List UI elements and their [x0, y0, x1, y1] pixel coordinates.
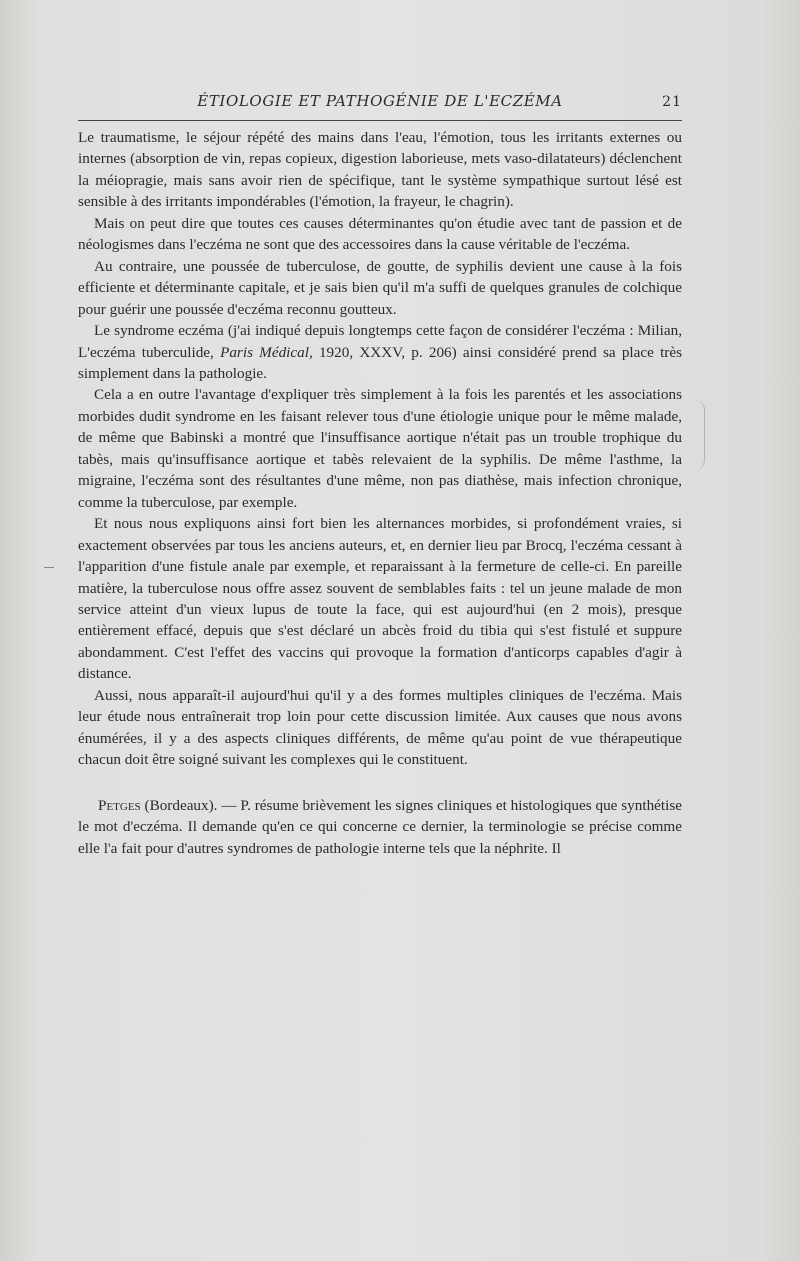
paragraph-6: Et nous nous expliquons ainsi fort bien les alternances morbides, si profondément vraies, si exactement observées par tous les anciens auteurs, et, en dernier lieu par Brocq, l'eczéma cessant à l'apparition d'une fistule anale par exemple, et reparaissant à la fermeture de celle-ci. En pareille matière, la tuberculose nous offre assez souvent de semblables faits : tel un jeune malade de mon service atteint d'un vieux lupus de toute la face, qui est aujourd'hui (en 2 mois), presque entièrement effacé, depuis que s'est déclaré un abcès froid du tibia qui s'est fistulé et suppure abondamment. C'est l'effet des vaccins qui provoque la formation d'anticorps capables d'agir à distance.: [78, 515, 682, 683]
margin-pencil-mark: [694, 400, 705, 470]
running-title: ÉTIOLOGIE ET PATHOGÉNIE DE L'ECZÉMA: [197, 92, 563, 110]
speaker-name: Petges: [98, 796, 141, 814]
page-number: 21: [662, 94, 682, 110]
running-header: [78, 92, 682, 121]
paragraph-3: Au contraire, une poussée de tuberculose, de goutte, de syphilis devient une cause à la fois efficiente et déterminante capitale, et je sais bien qu'il m'a suffi de quelques granules de colchique pour guérir une poussée d'eczéma reconnu goutteux.: [78, 257, 682, 318]
paragraph-1: Le traumatisme, le séjour répété des mains dans l'eau, l'émotion, tous les irritants externes ou internes (absorption de vin, repas copieux, digestion laborieuse, mets vaso-dilatateurs) déclenchent la méiopragie, mais sans avoir rien de spécifique, tant le système sympathique surtout lésé est sensible à des irritants impondérables (l'émotion, la frayeur, le chagrin).: [78, 129, 682, 211]
paragraph-7: Aussi, nous apparaît-il aujourd'hui qu'il y a des formes multiples cliniques de l'eczéma. Mais leur étude nous entraînerait trop loin pour cette discussion limitée. Aux causes que nous avons énumérées, il y a des aspects cliniques différents, de même qu'au point de vue thérapeutique chacun doit être soigné suivant les complexes qui le constituent.: [78, 686, 682, 769]
paragraph-4: [78, 320, 682, 384]
paragraph-4-end: 1920, XXXV, p. 206) ainsi considéré prend sa place très simplement dans la pathologie.: [78, 343, 682, 382]
paragraph-4-start: Le syndrome eczéma (j'ai indiqué depuis longtemps cette façon de considérer l'eczéma : Milian, L'eczéma tuberculide,: [78, 322, 682, 361]
paragraph-8: [78, 795, 682, 859]
margin-dash-mark: [44, 567, 54, 568]
paragraph-8-rest: (Bordeaux). — P. résume brièvement les signes cliniques et histologiques que synthétise le mot d'eczéma. Il demande qu'en ce qui concerne ce dernier, la terminologie se précise comme elle l'a fait pour d'autres syndromes de pathologie interne tels que la néphrite. Il: [78, 796, 682, 857]
journal-title: Paris Médical,: [220, 343, 313, 361]
body-text: [78, 127, 682, 859]
paragraph-2: Mais on peut dire que toutes ces causes déterminantes qu'on étudie avec tant de passion et de néologismes dans l'eczéma ne sont que des accessoires dans la cause véritable de l'eczéma.: [78, 214, 682, 254]
paragraph-5: Cela a en outre l'avantage d'expliquer très simplement à la fois les parentés et les associations morbides dudit syndrome en les faisant relever tous d'une étiologie unique pour le même malade, de même que Babinski a montré que l'insuffisance aortique n'était pas un trouble trophique du tabès, mais qu'insuffisance aortique et tabès relevaient de la syphilis. De même l'asthme, la migraine, l'eczéma sont des résultantes d'une même, non pas diathèse, mais infection chronique, comme la tuberculose, par exemple.: [78, 386, 682, 511]
